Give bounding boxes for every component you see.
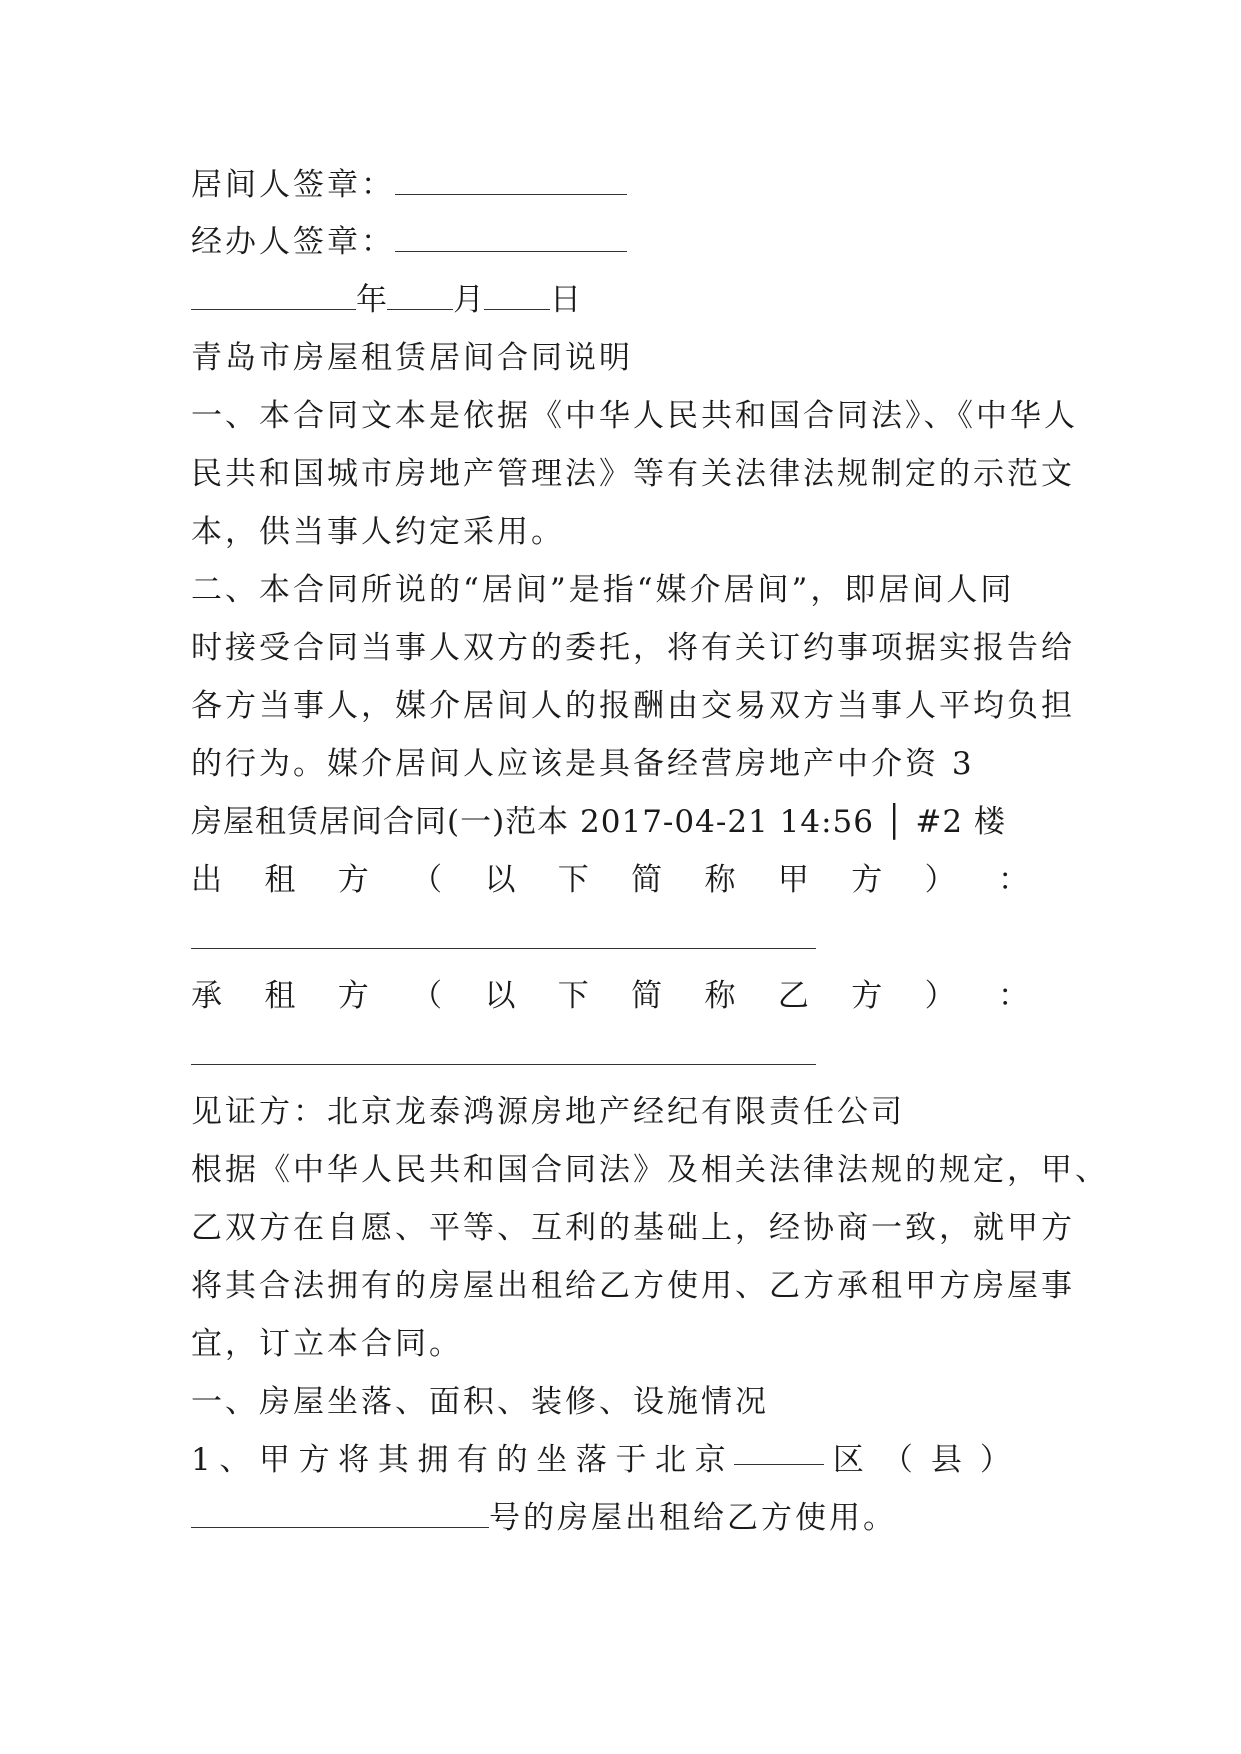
notes-title: 青岛市房屋租赁居间合同说明: [191, 340, 633, 376]
agent-signature-label: 经办人签章：: [191, 224, 395, 260]
intermediary-signature-line: [191, 165, 1051, 205]
notes-p2-line: 二、本合同所说的“居间”是指“媒介居间”，即居间人同: [191, 572, 1015, 608]
clause1-line2: [191, 1498, 1051, 1538]
lessor-char: 以: [484, 862, 516, 898]
lessee-char: 乙: [777, 978, 809, 1014]
district-blank: [734, 1440, 824, 1465]
clause1-char: 京: [694, 1442, 726, 1478]
clause1-char: 落: [575, 1442, 607, 1478]
lessor-line: [191, 860, 1029, 900]
notes-p2-line: 的行为。媒介居间人应该是具备经营房地产中介资 3: [191, 746, 975, 782]
notes-p1-line: 一、本合同文本是依据《中华人民共和国合同法》、《中华人: [191, 398, 1078, 434]
intermediary-signature-label: 居间人签章：: [191, 167, 395, 203]
lessee-char: ）: [924, 978, 956, 1014]
lessor-name-blank: [191, 948, 816, 949]
lessee-char: ：: [997, 978, 1029, 1014]
lessor-char: ：: [997, 862, 1029, 898]
lessor-char: 甲: [777, 862, 809, 898]
lessor-char: 出: [191, 862, 222, 898]
lessee-char: 称: [704, 978, 736, 1014]
section1-title: 一、房屋坐落、面积、装修、设施情况: [191, 1384, 769, 1420]
notes-p1-line: 民共和国城市房地产管理法》等有关法律法规制定的示范文: [191, 456, 1075, 492]
notes-p1-line: 本，供当事人约定采用。: [191, 514, 565, 550]
date-line: [191, 280, 1051, 320]
lessor-char: ）: [924, 862, 956, 898]
preamble-line: 乙双方在自愿、平等、互利的基础上，经协商一致，就甲方: [191, 1210, 1075, 1246]
district-label: 区（县）: [832, 1442, 1029, 1478]
lessor-char: （: [411, 862, 443, 898]
lessee-char: 方: [851, 978, 883, 1014]
lessor-char: 租: [264, 862, 296, 898]
clause1-char: 1: [191, 1442, 211, 1478]
agent-signature-line: [191, 222, 1051, 262]
lessee-char: 下: [557, 978, 589, 1014]
lessee-char: 方: [337, 978, 369, 1014]
clause1-char: 拥: [417, 1442, 449, 1478]
year-blank: [191, 285, 356, 310]
house-number-blank: [191, 1503, 489, 1528]
lessee-char: 承: [191, 978, 222, 1014]
clause1-char: 的: [496, 1442, 528, 1478]
lessee-char: 以: [484, 978, 516, 1014]
year-label: 年: [356, 282, 387, 318]
clause1-tail: 号的房屋出租给乙方使用。: [489, 1500, 897, 1536]
day-blank: [484, 285, 550, 310]
clause1-char: 方: [298, 1442, 330, 1478]
lessee-char: 简: [631, 978, 663, 1014]
agent-signature-blank: [395, 227, 627, 252]
lessee-line: [191, 976, 1029, 1016]
lessor-char: 下: [557, 862, 589, 898]
lessee-char: （: [411, 978, 443, 1014]
lessor-char: 方: [337, 862, 369, 898]
preamble-line: 根据《中华人民共和国合同法》及相关法律法规的规定，甲、: [191, 1152, 1109, 1188]
notes-p2-line: 时接受合同当事人双方的委托，将有关订约事项据实报告给: [191, 630, 1075, 666]
clause1-char: 坐: [536, 1442, 568, 1478]
clause1-char: 于: [615, 1442, 647, 1478]
lessee-char: 租: [264, 978, 296, 1014]
clause1-char: 、: [219, 1442, 251, 1478]
lessor-char: 简: [631, 862, 663, 898]
witness-line: 见证方：北京龙泰鸿源房地产经纪有限责任公司: [191, 1094, 905, 1130]
clause1-char: 北: [655, 1442, 687, 1478]
intermediary-signature-blank: [395, 170, 627, 195]
clause1-char: 有: [457, 1442, 488, 1478]
preamble-line: 将其合法拥有的房屋出租给乙方使用、乙方承租甲方房屋事: [191, 1268, 1075, 1304]
clause1-char: 甲: [258, 1442, 290, 1478]
notes-p2-line: 各方当事人，媒介居间人的报酬由交易双方当事人平均负担: [191, 688, 1075, 724]
lessee-name-blank: [191, 1064, 816, 1065]
post-header: 房屋租赁居间合同(一)范本 2017-04-21 14:56 │ #2 楼: [191, 804, 1006, 840]
lessor-char: 称: [704, 862, 736, 898]
day-label: 日: [550, 282, 581, 318]
clause1-char: 将: [338, 1442, 370, 1478]
month-label: 月: [453, 282, 484, 318]
clause1-char: 其: [377, 1442, 409, 1478]
clause1-line: [191, 1440, 1029, 1480]
lessor-char: 方: [851, 862, 883, 898]
preamble-line: 宜，订立本合同。: [191, 1326, 463, 1362]
month-blank: [387, 285, 453, 310]
